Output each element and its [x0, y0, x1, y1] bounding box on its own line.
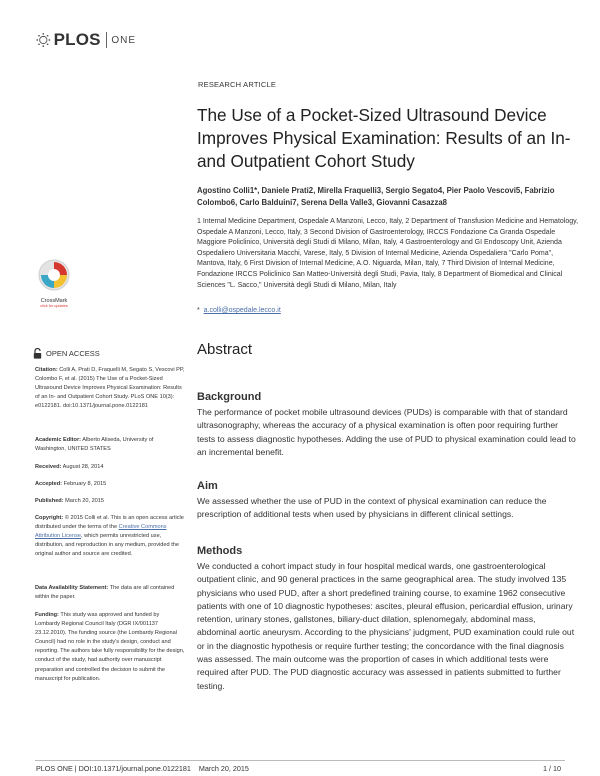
plos-sun-icon: [36, 29, 51, 51]
citation-label: Citation:: [35, 367, 58, 373]
methods-text: We conducted a cohort impact study in four hospital medical wards, one gastroenterological outpatient clinic, and 90 general practices in the same geographical area. The study involved 135 physicians who used PUD, after a short predefined training course, to examine 1962 consecutive patients with one of 10 diagnostic hypotheses: ascites, pleural effusion, pericardial effusion, urinary retention, urinary stones, gallstones, biliary-duct dilation, splenomegaly, abdominal mass, abdominal aortic aneurysm. According to the physicians' judgment, PUD examination could rule out or in the diagnostic hypothesis or require further testing; the concordance with the final diagnosis was assessed. The main outcome was the proportion of cases in which additional tests were required after PUD. The PUD diagnostic accuracy was assessed in patients submitted to further testing.: [197, 561, 575, 691]
footer-citation: PLOS ONE | DOI:10.1371/journal.pone.0122181 March 20, 2015: [36, 764, 249, 773]
page-number: 1 / 10: [543, 764, 561, 773]
editor-text: Alberto Aliseda, University of Washington, UNITED STATES: [35, 437, 154, 453]
footer-divider: [35, 760, 565, 761]
license-link[interactable]: Creative Commons Attribution License: [35, 524, 167, 540]
citation-block: [35, 366, 185, 411]
crossmark-badge[interactable]: [37, 258, 71, 308]
funding-label: Funding:: [35, 612, 59, 618]
crossmark-label: CrossMark: [40, 298, 68, 304]
corresponding-email: [197, 307, 281, 314]
email-link[interactable]: a.colli@ospedale.lecco.it: [203, 307, 281, 314]
journal-name: ONE: [111, 34, 136, 46]
funding-block: [35, 611, 185, 684]
background-heading: Background: [197, 391, 262, 403]
crossmark-icon: [37, 258, 71, 292]
accepted-block: [35, 480, 185, 489]
open-access-label: OPEN ACCESS: [46, 349, 100, 358]
data-availability-block: [35, 584, 185, 602]
aim-text: We assessed whether the use of PUD in the context of physical examination can reduce the prescription of additional tests when used by physicians in different clinical settings.: [197, 496, 547, 520]
methods-heading: Methods: [197, 545, 243, 557]
data-availability-text: The data are all contained within the paper.: [35, 585, 175, 601]
open-lock-icon: [33, 348, 42, 359]
citation-text: Colli A, Prati D, Fraquelli M, Segato S, Vescovi PP, Colombo F, et al. (2015) The Use of a Pocket-Sized Ultrasound Device Improves Physical Examination: Results of an In- and Outpatient Cohort Study. PLoS ONE 10(3): e0122181. doi:10.1371/journal.pone.0122181: [35, 367, 185, 410]
received-block: [35, 463, 185, 472]
editor-label: Academic Editor:: [35, 437, 82, 443]
published-block: [35, 497, 185, 506]
article-title: The Use of a Pocket-Sized Ultrasound Device Improves Physical Examination: Results of an In- and Outpatient Cohort Study: [197, 105, 571, 171]
article-type: RESEARCH ARTICLE: [198, 80, 277, 89]
accepted-date: February 8, 2015: [62, 481, 107, 487]
abstract-heading: Abstract: [197, 341, 253, 358]
email-marker: *: [197, 307, 200, 314]
accepted-label: Accepted:: [35, 481, 63, 487]
copyright-text-before: © 2015 Colli et al. This is an open access article distributed under the terms of the: [35, 515, 184, 531]
background-text: The performance of pocket mobile ultrasound devices (PUDs) is comparable with that of standard ultrasonography, whereas the accuracy of a physical examination is often poor requiring further tests to assess diagnostic hypotheses. Adding the use of PUD to physical examination could lead to an incremental benefit.: [197, 407, 576, 457]
editor-block: [35, 436, 185, 454]
copyright-label: Copyright:: [35, 515, 64, 521]
plos-one-logo[interactable]: [36, 29, 136, 51]
open-access-badge: [33, 348, 100, 359]
published-label: Published:: [35, 498, 64, 504]
published-date: March 20, 2015: [63, 498, 105, 504]
copyright-text-after: , which permits unrestricted use, distribution, and reproduction in any medium, provided the original author and source are credited.: [35, 533, 179, 558]
data-availability-label: Data Availability Statement:: [35, 585, 109, 591]
crossmark-sublabel: click for updates: [40, 304, 68, 308]
copyright-block: [35, 514, 185, 559]
affiliations: 1 Internal Medicine Department, Ospedale A Manzoni, Lecco, Italy, 2 Department of Transfusion Medicine and Hematology, Ospedale A Manzoni, Lecco, Italy, 3 Second Division of Gastroenterology, IRCCS Fondazione Ca Granda Ospedale Maggiore Policlinico, Università degli Studi di Milano, Milan, Italy, 4 Gastroenterology and GI Endoscopy Unit, Azienda Ospedaliero Universitaria Macchi, Varese, Italy, 5 Division of Internal Medicine, Azienda Ospedaliera "Carlo Poma", Mantova, Italy, 6 First Division of Internal Medicine, A.O. Niguarda, Milan, Italy, 7 Third Division of Internal Medicine, Fondazione IRCCS Policlinico San Matteo-Università degli Studi, Pavia, Italy, 8 Department of Biomedical and Clinical Sciences "L. Sacco," Università degli Studi di Milano, Milan, Italy: [197, 218, 579, 289]
received-label: Received:: [35, 464, 62, 470]
received-date: August 28, 2014: [61, 464, 104, 470]
plos-brand: PLOS: [53, 30, 101, 49]
author-list: Agostino Colli1*, Daniele Prati2, Mirella Fraquelli3, Sergio Segato4, Pier Paolo Vescovi5, Fabrizio Colombo6, Carlo Balduini7, Serena Della Valle3, Giovanni Casazza8: [197, 186, 555, 208]
aim-heading: Aim: [197, 480, 218, 492]
funding-text: This study was approved and funded by Lombardy Regional Council Italy (DGR IX/001137 23.12.2010). The funding source (the Lombardy Regional Council) had no role in the study's design, conduct and reporting. The authors take fully responsibility for the design, conduct of the study, had authority over manuscript preparation and controlled the decision to submit the manuscript for publication.: [35, 612, 185, 682]
logo-divider: [106, 32, 107, 48]
